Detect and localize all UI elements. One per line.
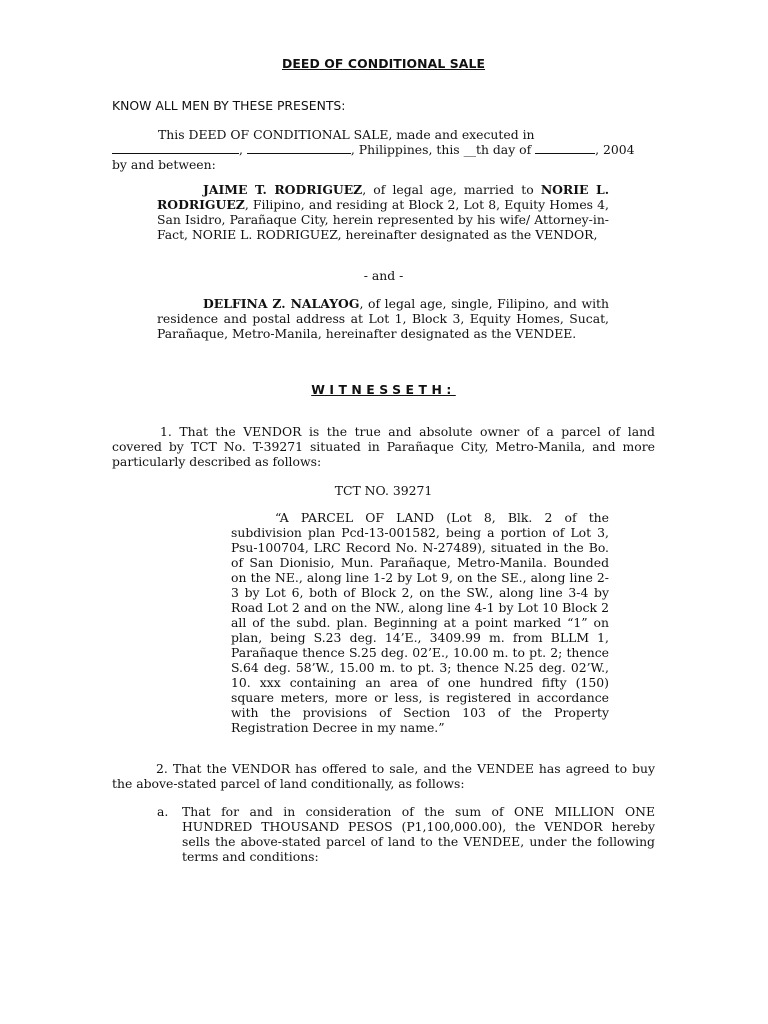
paragraph-2: 2. That the VENDOR has offered to sale, and the VENDEE has agreed to buy the above-stated parcel of land conditionally, as follows: — [112, 761, 655, 791]
tct-description-text: “A PARCEL OF LAND (Lot 8, Blk. 2 of the subdivision plan Pcd-13-001582, being a portion of Lot 3, Psu-100704, LRC Record No. N-27489), situated in the Bo. of San Dionisio, Mun. Parañaque, Metro-Manila. Bounded on the NE., along line 1-2 by Lot 9, on the SE., along line 2-3 by Lot 6, both of Block 2, on the SW., along line 3-4 by Road Lot 2 and on the NW., along line 4-1 by Lot 10 Block 2 all of the subd. plan. Beginning at a point marked “1” on plan, being S.23 deg. 14’E., 3409.99 m. from BLLM 1, Parañaque thence S.25 deg. 02’E., 10.00 m. to pt. 2; thence S.64 deg. 58’W., 15.00 m. to pt. 3; thence N.25 deg. 02’W., 10. xxx containing an area of one hundred fifty (150) square meters, more or less, is registered in accordance with the provisions of Section 103 of the Property Registration Decree in my name.” — [231, 510, 609, 735]
blank-place — [112, 142, 239, 154]
intro-year: , 2004 — [595, 142, 635, 157]
intro-line-1: This DEED OF CONDITIONAL SALE, made and executed in — [158, 127, 535, 142]
intro-date-text: , Philippines, this __th day of — [350, 142, 532, 157]
list-item-a — [157, 804, 655, 864]
vendee-text: , of legal age, single, Filipino, and with residence and postal address at Lot 1, Block 3, Equity Homes, Sucat, Parañaque, Metro-Manila, hereinafter designated as the VENDEE. — [157, 296, 609, 341]
intro-sep: , — [239, 142, 243, 157]
vendor-spouse-name: NORIE L. RODRIGUEZ — [157, 182, 610, 212]
list-item-label: a. — [157, 804, 169, 819]
tct-description-quote — [231, 510, 609, 735]
paragraph-1: 1. That the VENDOR is the true and absolute owner of a parcel of land covered by TCT No. T-39271 situated in Parañaque City, Metro-Manila, and more particularly described as follows: — [112, 424, 655, 469]
witnesseth-heading: WITNESSETH: — [311, 382, 456, 397]
vendor-name: JAIME T. RODRIGUEZ — [203, 182, 363, 197]
opening-formula: KNOW ALL MEN BY THESE PRESENTS: — [112, 98, 346, 113]
intro-line-3: by and between: — [112, 157, 216, 172]
vendor-paragraph — [157, 182, 609, 242]
vendor-text-1: , of legal age, married to — [362, 182, 541, 197]
intro-paragraph — [112, 127, 655, 172]
vendee-paragraph — [157, 296, 609, 341]
blank-city — [247, 142, 351, 154]
tct-heading: TCT NO. 39271 — [334, 483, 433, 498]
blank-month — [535, 142, 595, 154]
list-item-text: That for and in consideration of the sum of ONE MILLION ONE HUNDRED THOUSAND PESOS (P1,100,000.00), the VENDOR hereby sells the above-stated parcel of land to the VENDEE, under the following terms and conditions: — [182, 804, 655, 864]
intro-line-2 — [112, 142, 655, 157]
document-title: DEED OF CONDITIONAL SALE — [281, 56, 486, 71]
and-separator: - and - — [363, 268, 404, 283]
vendor-text-2: , Filipino, and residing at Block 2, Lot 8, Equity Homes 4, San Isidro, Parañaque City, herein represented by his wife/ Attorney-in-Fact, NORIE L. RODRIGUEZ, hereinafter designated as the VENDOR, — [157, 197, 609, 242]
vendee-name: DELFINA Z. NALAYOG — [203, 296, 360, 311]
